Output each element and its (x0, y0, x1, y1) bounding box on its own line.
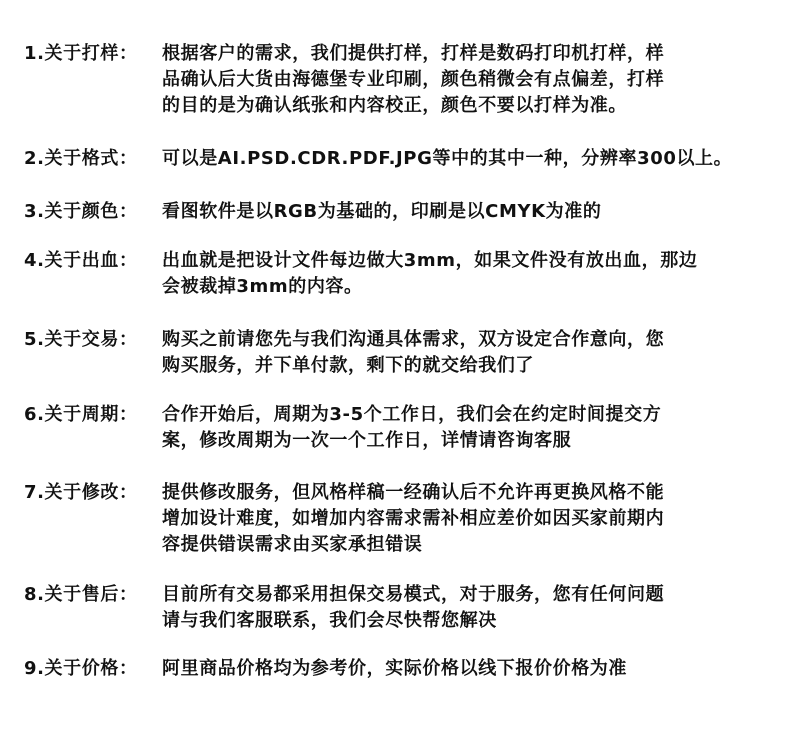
notice-item-text: 根据客户的需求，我们提供打样，打样是数码打印机打样，样 品确认后大货由海德堡专业印刷，颜色稍微会有点偏差，打样 的目的是为确认纸张和内容校正，颜色不要以打样为准。 (162, 43, 665, 116)
notice-item-text: 看图软件是以RGB为基础的，印刷是以CMYK为准的 (162, 201, 602, 222)
notice-item-text: 购买之前请您先与我们沟通具体需求，双方设定合作意向，您 购买服务，并下单付款，剩下的就交给我们了 (162, 329, 665, 376)
notice-item-after-sales (24, 582, 772, 634)
notice-item-cycle (24, 402, 772, 454)
notice-item-text: 可以是AI.PSD.CDR.PDF.JPG等中的其中一种，分辨率300以上。 (162, 148, 733, 169)
notice-item-text: 提供修改服务，但风格样稿一经确认后不允许再更换风格不能 增加设计难度，如增加内容需求需补相应差价如因买家前期内 容提供错误需求由买家承担错误 (162, 482, 665, 555)
notice-item-price (24, 656, 772, 682)
notice-item-label: 7.关于修改： (24, 482, 138, 503)
notice-item-text: 出血就是把设计文件每边做大3mm，如果文件没有放出血，那边 会被裁掉3mm的内容。 (162, 250, 698, 297)
notice-item-sample-proofing (24, 41, 772, 119)
notice-item-revisions (24, 480, 772, 558)
notice-item-label: 4.关于出血： (24, 250, 138, 271)
notice-item-label: 3.关于颜色： (24, 201, 138, 222)
notice-item-text: 目前所有交易都采用担保交易模式，对于服务，您有任何问题 请与我们客服联系，我们会尽快帮您解决 (162, 584, 665, 631)
notice-item-label: 6.关于周期： (24, 404, 138, 425)
notice-item-label: 5.关于交易： (24, 329, 138, 350)
notice-item-color (24, 199, 772, 225)
notice-item-label: 9.关于价格： (24, 658, 138, 679)
notice-item-file-format (24, 146, 772, 172)
notice-item-transaction (24, 327, 772, 379)
notice-item-label: 2.关于格式： (24, 148, 138, 169)
notice-item-label: 8.关于售后： (24, 584, 138, 605)
notice-item-text: 阿里商品价格均为参考价，实际价格以线下报价价格为准 (162, 658, 627, 679)
notice-item-bleed (24, 248, 772, 300)
notice-item-label: 1.关于打样： (24, 43, 138, 64)
notice-item-text: 合作开始后，周期为3-5个工作日，我们会在约定时间提交方 案，修改周期为一次一个工作日，详情请咨询客服 (162, 404, 662, 451)
